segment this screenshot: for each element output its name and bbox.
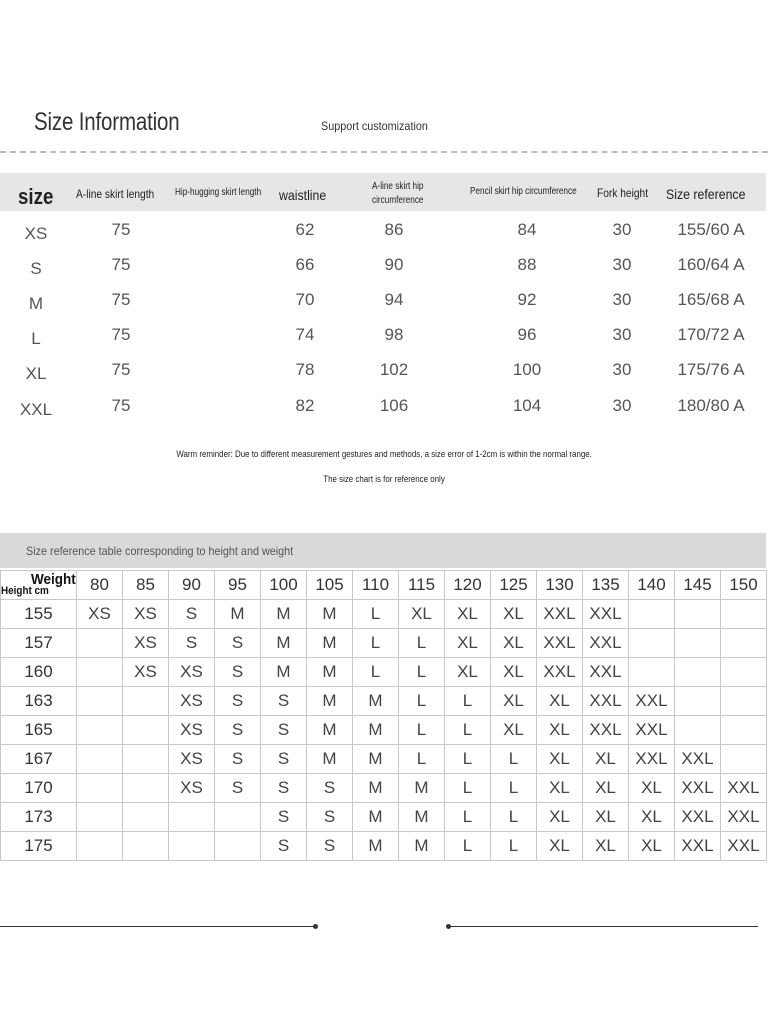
a-line-length-cell: 75: [111, 290, 131, 309]
reference-cell: 180/80 A: [677, 396, 745, 415]
a-line-hip-cell: 102: [379, 360, 409, 379]
height-header: 165: [1, 716, 77, 745]
size-cell: S: [261, 687, 307, 716]
size-cell: XXL: [721, 803, 767, 832]
pencil-hip-cell: 100: [512, 360, 542, 379]
size-cell: S: [307, 803, 353, 832]
col-header-a-line-length: A-line skirt length: [76, 187, 155, 201]
size-cell: XL: [583, 745, 629, 774]
height-label: Height cm: [1, 585, 49, 597]
height-header: 163: [1, 687, 77, 716]
footer-dot-left: [313, 924, 318, 929]
size-cell: M: [399, 774, 445, 803]
size-cell: XS: [77, 600, 123, 629]
size-cell: XL: [445, 658, 491, 687]
a-line-length-cell: 75: [111, 396, 131, 415]
a-line-length-cell: 75: [111, 325, 131, 344]
size-cell: XS: [123, 600, 169, 629]
size-cell: XXL: [537, 629, 583, 658]
a-line-hip-cell: 90: [384, 255, 404, 274]
size-cell: [215, 832, 261, 861]
size-cell: XL: [537, 716, 583, 745]
size-cell: [77, 803, 123, 832]
table-row: [1, 774, 767, 803]
size-cell: M: [307, 687, 353, 716]
size-cell: S: [261, 803, 307, 832]
size-cell: XXL: [675, 745, 721, 774]
size-cell: S: [215, 687, 261, 716]
size-cell: XXL: [583, 629, 629, 658]
fork-height-cell: 30: [612, 220, 632, 239]
page-subtitle: Support customization: [321, 119, 428, 133]
size-cell: XL: [583, 803, 629, 832]
size-cell: XS: [169, 745, 215, 774]
a-line-hip-cell: 98: [384, 325, 404, 344]
weight-header: 125: [491, 571, 537, 600]
size-cell: S: [261, 716, 307, 745]
col-header-a-line-hip-line2: circumference: [372, 195, 424, 206]
size-cell: XS: [169, 716, 215, 745]
size-cell: M: [307, 658, 353, 687]
size-cell: S: [215, 658, 261, 687]
col-header-waistline: waistline: [279, 187, 327, 203]
size-cell: M: [261, 629, 307, 658]
size-cell: L: [399, 658, 445, 687]
size-cell: XL: [491, 600, 537, 629]
reference-only-note: The size chart is for reference only: [323, 474, 445, 484]
height-header: 170: [1, 774, 77, 803]
size-cell: XS: [24, 224, 48, 243]
table-row: [1, 745, 767, 774]
size-cell: XS: [169, 687, 215, 716]
size-cell: [629, 658, 675, 687]
weight-header: 135: [583, 571, 629, 600]
size-cell: XL: [629, 774, 675, 803]
size-cell: M: [353, 774, 399, 803]
weight-header: 90: [169, 571, 215, 600]
size-cell: [77, 629, 123, 658]
size-cell: [77, 658, 123, 687]
weight-header: 140: [629, 571, 675, 600]
waistline-cell: 70: [295, 290, 315, 309]
weight-label: Weight: [31, 571, 76, 588]
size-cell: XXL: [721, 832, 767, 861]
weight-header: 130: [537, 571, 583, 600]
size-cell: S: [261, 832, 307, 861]
table-row: [1, 803, 767, 832]
size-cell: XXL: [583, 716, 629, 745]
size-cell: L: [445, 774, 491, 803]
size-cell: M: [399, 832, 445, 861]
size-cell: [169, 832, 215, 861]
fork-height-cell: 30: [612, 255, 632, 274]
size-cell: XXL: [675, 832, 721, 861]
table-row: [1, 658, 767, 687]
fork-height-cell: 30: [612, 360, 632, 379]
table-row: [1, 832, 767, 861]
col-header-fork-height: Fork height: [597, 186, 649, 200]
size-cell: M: [353, 687, 399, 716]
size-cell: XL: [491, 629, 537, 658]
size-cell: L: [445, 716, 491, 745]
size-cell: XL: [537, 832, 583, 861]
size-cell: XXL: [675, 774, 721, 803]
size-cell: M: [353, 716, 399, 745]
size-cell: M: [353, 745, 399, 774]
size-cell: [77, 687, 123, 716]
size-cell: L: [491, 745, 537, 774]
size-cell: L: [445, 745, 491, 774]
size-cell: L: [491, 803, 537, 832]
col-header-hip-hugging-length: Hip-hugging skirt length: [175, 187, 262, 198]
size-cell: L: [399, 716, 445, 745]
size-cell: XL: [537, 803, 583, 832]
size-cell: M: [307, 745, 353, 774]
col-header-size: size: [18, 184, 54, 209]
size-cell: XL: [629, 803, 675, 832]
size-cell: S: [261, 745, 307, 774]
size-cell: M: [307, 716, 353, 745]
size-cell: XL: [583, 832, 629, 861]
size-cell: XL: [629, 832, 675, 861]
size-cell: [123, 716, 169, 745]
size-cell: L: [399, 629, 445, 658]
size-cell: XL: [537, 745, 583, 774]
size-cell: [629, 600, 675, 629]
size-cell: [123, 687, 169, 716]
size-cell: [123, 745, 169, 774]
size-cell: [169, 803, 215, 832]
size-cell: XL: [399, 600, 445, 629]
size-cell: L: [399, 745, 445, 774]
weight-header: 115: [399, 571, 445, 600]
size-cell: M: [353, 803, 399, 832]
warm-reminder: Warm reminder: Due to different measurement gestures and methods, a size error of 1-2cm is within the normal range.: [176, 449, 592, 459]
size-cell: [215, 803, 261, 832]
reference-cell: 160/64 A: [677, 255, 745, 274]
size-cell: M: [399, 803, 445, 832]
size-cell: S: [169, 600, 215, 629]
a-line-length-cell: 75: [111, 220, 131, 239]
height-header: 160: [1, 658, 77, 687]
size-cell: [77, 774, 123, 803]
size-cell: L: [491, 832, 537, 861]
size-cell: L: [353, 600, 399, 629]
size-cell: L: [353, 629, 399, 658]
height-header: 167: [1, 745, 77, 774]
weight-header: 120: [445, 571, 491, 600]
size-cell: [77, 832, 123, 861]
size-cell: XXL: [583, 658, 629, 687]
weight-header: 95: [215, 571, 261, 600]
size-cell: XXL: [629, 745, 675, 774]
fork-height-cell: 30: [612, 290, 632, 309]
size-cell: [675, 600, 721, 629]
size-cell: XXL: [583, 687, 629, 716]
size-cell: M: [307, 629, 353, 658]
size-cell: [77, 716, 123, 745]
size-cell: S: [215, 745, 261, 774]
pencil-hip-cell: 92: [517, 290, 537, 309]
size-cell: L: [445, 803, 491, 832]
height-weight-table: [0, 570, 767, 861]
size-cell: XXL: [583, 600, 629, 629]
size-cell: XXL: [537, 658, 583, 687]
size-cell: S: [215, 774, 261, 803]
waistline-cell: 74: [295, 325, 315, 344]
size-cell: M: [307, 600, 353, 629]
height-header: 157: [1, 629, 77, 658]
size-cell: XXL: [629, 687, 675, 716]
size-cell: XL: [491, 716, 537, 745]
size-cell: XL: [445, 600, 491, 629]
size-cell: L: [399, 687, 445, 716]
size-cell: [675, 716, 721, 745]
size-cell: XXL: [537, 600, 583, 629]
size-cell: XS: [123, 629, 169, 658]
weight-header: 110: [353, 571, 399, 600]
a-line-hip-cell: 86: [384, 220, 404, 239]
pencil-hip-cell: 84: [517, 220, 537, 239]
waistline-cell: 66: [295, 255, 315, 274]
size-cell: [721, 745, 767, 774]
reference-cell: 165/68 A: [677, 290, 745, 309]
a-line-hip-cell: 94: [384, 290, 404, 309]
waistline-cell: 82: [295, 396, 315, 415]
size-cell: M: [28, 294, 44, 313]
size-cell: XL: [583, 774, 629, 803]
a-line-hip-cell: 106: [379, 396, 409, 415]
weight-header: 85: [123, 571, 169, 600]
size-cell: [675, 629, 721, 658]
size-cell: XL: [537, 774, 583, 803]
size-cell: S: [30, 259, 42, 278]
size-cell: XXL: [721, 774, 767, 803]
page-title: Size Information: [34, 108, 180, 136]
pencil-hip-cell: 88: [517, 255, 537, 274]
reference-cell: 175/76 A: [677, 360, 745, 379]
table-row: [1, 716, 767, 745]
dashed-divider: [0, 151, 768, 153]
size-cell: [629, 629, 675, 658]
corner-cell: [1, 571, 77, 600]
size-cell: [721, 716, 767, 745]
size-cell: XXL: [629, 716, 675, 745]
size-cell: S: [307, 832, 353, 861]
a-line-length-cell: 75: [111, 255, 131, 274]
size-cell: [675, 658, 721, 687]
footer-line-left: [0, 926, 315, 927]
weight-header: 100: [261, 571, 307, 600]
footer-dot-right: [446, 924, 451, 929]
size-cell: [721, 600, 767, 629]
size-cell: XS: [169, 658, 215, 687]
size-cell: L: [445, 832, 491, 861]
size-cell: S: [169, 629, 215, 658]
size-cell: XL: [491, 658, 537, 687]
table-row: [1, 600, 767, 629]
waistline-cell: 78: [295, 360, 315, 379]
size-cell: XS: [169, 774, 215, 803]
pencil-hip-cell: 96: [517, 325, 537, 344]
size-cell: [123, 832, 169, 861]
size-cell: XL: [491, 687, 537, 716]
pencil-hip-cell: 104: [512, 396, 542, 415]
weight-header: 80: [77, 571, 123, 600]
fork-height-cell: 30: [612, 325, 632, 344]
height-header: 175: [1, 832, 77, 861]
size-cell: S: [215, 629, 261, 658]
table-row: [1, 629, 767, 658]
size-cell: XL: [445, 629, 491, 658]
size-cell: XL: [25, 364, 47, 383]
reference-cell: 155/60 A: [677, 220, 745, 239]
size-cell: [721, 629, 767, 658]
size-cell: S: [215, 716, 261, 745]
size-cell: [123, 803, 169, 832]
size-cell: [721, 687, 767, 716]
weight-header: 150: [721, 571, 767, 600]
reference-cell: 170/72 A: [677, 325, 745, 344]
size-cell: L: [31, 329, 41, 348]
table-row: [1, 687, 767, 716]
size-cell: XS: [123, 658, 169, 687]
size-cell: L: [445, 687, 491, 716]
weight-header: 145: [675, 571, 721, 600]
size-cell: [77, 745, 123, 774]
size-cell: M: [353, 832, 399, 861]
a-line-length-cell: 75: [111, 360, 131, 379]
size-cell: L: [491, 774, 537, 803]
size-cell: [721, 658, 767, 687]
size-cell: [675, 687, 721, 716]
size-cell: XXL: [19, 400, 53, 419]
col-header-size-reference: Size reference: [666, 186, 746, 202]
size-cell: XXL: [675, 803, 721, 832]
reference-table-title: Size reference table corresponding to height and weight: [26, 544, 294, 558]
waistline-cell: 62: [295, 220, 315, 239]
size-cell: L: [353, 658, 399, 687]
size-cell: XL: [537, 687, 583, 716]
weight-header: 105: [307, 571, 353, 600]
size-cell: M: [261, 658, 307, 687]
height-header: 155: [1, 600, 77, 629]
size-cell: S: [307, 774, 353, 803]
height-header: 173: [1, 803, 77, 832]
size-cell: M: [261, 600, 307, 629]
size-cell: [123, 774, 169, 803]
fork-height-cell: 30: [612, 396, 632, 415]
size-cell: S: [261, 774, 307, 803]
col-header-a-line-hip-line1: A-line skirt hip: [372, 181, 424, 192]
size-cell: M: [215, 600, 261, 629]
col-header-pencil-hip: Pencil skirt hip circumference: [470, 186, 577, 197]
footer-line-right: [448, 926, 758, 927]
